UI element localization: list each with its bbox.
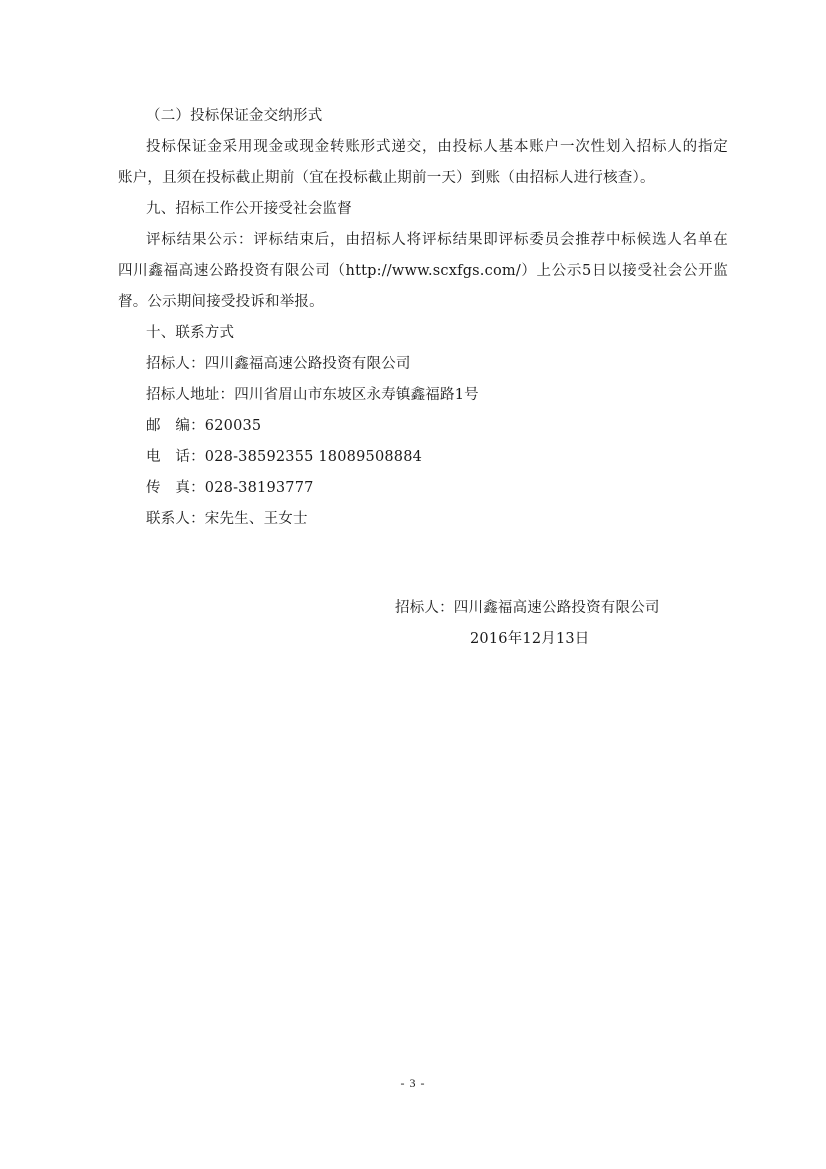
page-number: - 3 - (400, 1076, 426, 1090)
section-nine-paragraph-line-1: 评标结果公示：评标结束后，由招标人将评标结果即评标委员会推荐中标候选人名单在 (146, 232, 728, 248)
contact-person: 联系人：宋先生、王女士 (146, 511, 308, 527)
contact-phone: 电 话：028-38592355 18089508884 (146, 449, 423, 465)
deposit-paragraph-line-1: 投标保证金采用现金或现金转账形式递交，由投标人基本账户一次性划入招标人的指定 (146, 139, 728, 155)
contact-fax: 传 真：028-38193777 (146, 480, 314, 496)
section-ten-heading: 十、联系方式 (146, 325, 235, 341)
deposit-paragraph-line-2: 账户，且须在投标截止期前（宜在投标截止期前一天）到账（由招标人进行核查）。 (118, 170, 655, 186)
contact-tenderer: 招标人：四川鑫福高速公路投资有限公司 (146, 356, 411, 372)
signature-date: 2016年12月13日 (470, 631, 590, 647)
signature-tenderer: 招标人：四川鑫福高速公路投资有限公司 (395, 600, 660, 616)
deposit-heading: （二）投标保证金交纳形式 (146, 108, 323, 124)
section-nine-paragraph-line-2: 四川鑫福高速公路投资有限公司（http://www.scxfgs.com/）上公示5日以接受社会公开监 (118, 263, 728, 279)
section-nine-heading: 九、招标工作公开接受社会监督 (146, 201, 352, 217)
section-nine-paragraph-line-3: 督。公示期间接受投诉和举报。 (118, 294, 324, 310)
contact-postcode: 邮 编：620035 (146, 418, 262, 434)
contact-address: 招标人地址：四川省眉山市东坡区永寿镇鑫福路1号 (146, 387, 479, 403)
